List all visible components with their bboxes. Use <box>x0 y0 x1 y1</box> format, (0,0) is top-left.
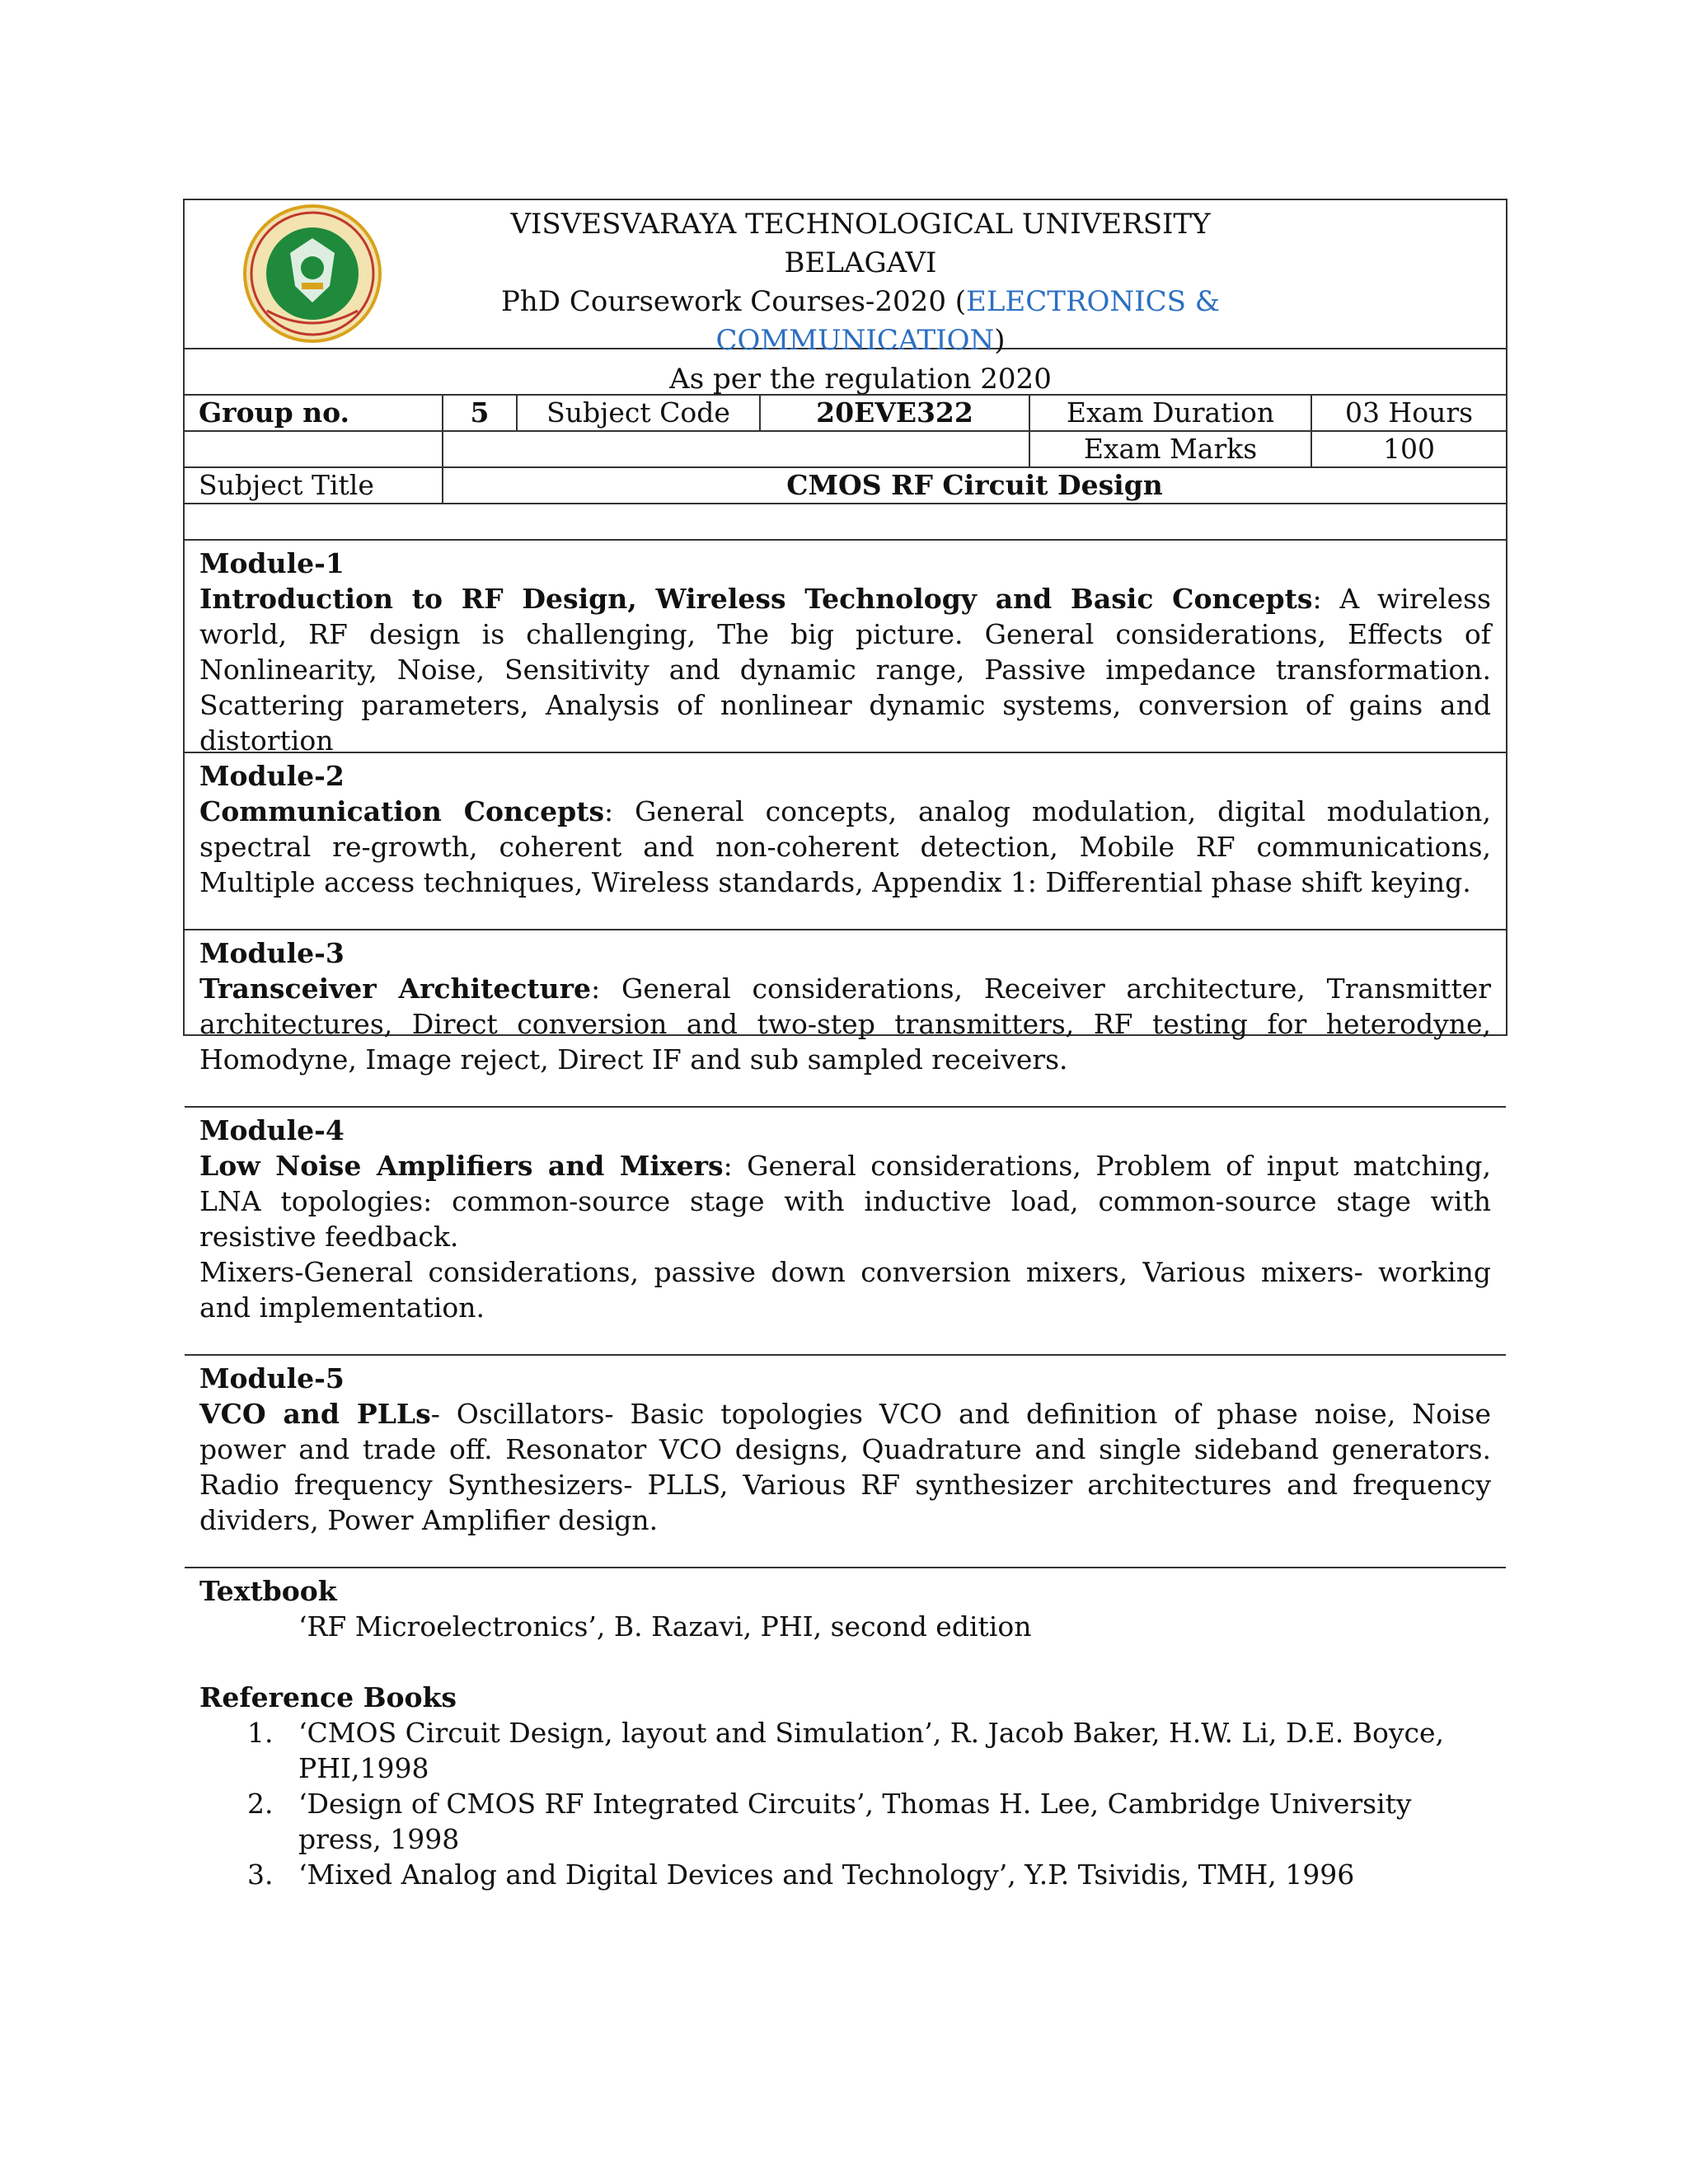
module-body: VCO and PLLs- Oscillators- Basic topologies VCO and definition of phase noise, Noise power and trade off. Resonator VCO designs, Quadrature and single sideband generators. Radio frequency Synthesizers- PLLS, Various RF synthesizer architectures and frequency dividers, Power Amplifier design. <box>199 1398 1492 1536</box>
empty-cell <box>185 432 442 466</box>
reference-item: 3. ‘Mixed Analog and Digital Devices and Technology’, Y.P. Tsividis, TMH, 1996 <box>247 1858 1355 1891</box>
module-heading: Module-1 <box>199 547 345 579</box>
reference-books-heading: Reference Books <box>199 1681 457 1713</box>
empty-cell <box>442 432 1029 466</box>
textbook-heading: Textbook <box>199 1575 337 1607</box>
info-row-2 <box>185 432 1506 468</box>
info-row-1 <box>185 396 1506 432</box>
reference-item: 2. ‘Design of CMOS RF Integrated Circuits’, Thomas H. Lee, Cambridge University press, 1998 <box>247 1788 1412 1855</box>
books-section <box>185 1568 1506 1891</box>
group-label: Group no. <box>199 396 350 429</box>
subject-title-value: CMOS RF Circuit Design <box>442 468 1506 503</box>
module-5 <box>185 1356 1506 1568</box>
syllabus-table <box>183 199 1507 1891</box>
university-name: VISVESVARAYA TECHNOLOGICAL UNIVERSITY BELAGAVI <box>510 208 1211 279</box>
module-2 <box>185 753 1506 930</box>
exam-duration-label: Exam Duration <box>1029 396 1311 430</box>
exam-duration-value: 03 Hours <box>1311 396 1506 430</box>
regulation-text: As per the regulation 2020 <box>669 363 1052 396</box>
module-body-continued: Mixers-General considerations, passive down conversion mixers, Various mixers- working and implementation. <box>199 1256 1491 1324</box>
module-topic: Transceiver Architecture <box>199 972 592 1005</box>
module-body: Low Noise Amplifiers and Mixers: General considerations, Problem of input matching, LNA topologies: common-source stage with inductive load, common-source stage with resistive feedback. <box>199 1150 1491 1253</box>
header-section <box>185 200 1506 396</box>
group-value: 5 <box>442 396 516 430</box>
module-heading: Module-2 <box>199 760 345 792</box>
module-body: Introduction to RF Design, Wireless Technology and Basic Concepts: A wireless world, RF design is challenging, The big picture. General considerations, Effects of Nonlinearity, Noise, Sensitivity and dynamic range, Passive impedance transformation. Scattering parameters, Analysis of nonlinear dynamic systems, conversion of gains and distortion <box>199 583 1491 757</box>
reference-list <box>199 1715 1491 1892</box>
department-name: ELECTRONICS & COMMUNICATION <box>715 285 1220 357</box>
module-heading: Module-5 <box>199 1362 345 1394</box>
empty-row <box>185 349 1506 396</box>
module-1 <box>185 541 1506 757</box>
module-4 <box>185 1108 1506 1356</box>
exam-marks-value: 100 <box>1311 432 1506 466</box>
subject-code-label: Subject Code <box>516 396 759 430</box>
module-heading: Module-4 <box>199 1114 345 1146</box>
module-heading: Module-3 <box>199 937 345 969</box>
module-body: Communication Concepts: General concepts, analog modulation, digital modulation, spectral re-growth, coherent and non-coherent detection, Mobile RF communications, Multiple access techniques, Wireless standards, Appendix 1: Differential phase shift keying. <box>199 795 1492 898</box>
subject-title-label: Subject Title <box>199 469 374 501</box>
spacer <box>199 1644 1491 1680</box>
empty-row <box>185 504 1506 541</box>
module-topic: VCO and PLLs <box>199 1398 431 1430</box>
course-title: PhD Coursework Courses-2020 (ELECTRONICS & COMMUNICATION) <box>501 285 1220 357</box>
module-body: Transceiver Architecture: General considerations, Receiver architecture, Transmitter architectures, Direct conversion and two-step transmitters, RF testing for heterodyne, Homodyne, Image reject, Direct IF and sub sampled receivers. <box>199 972 1492 1076</box>
module-topic: Low Noise Amplifiers and Mixers <box>199 1150 724 1182</box>
textbook-entry: ‘RF Microelectronics’, B. Razavi, PHI, second edition <box>298 1610 1032 1643</box>
reference-item: 1. ‘CMOS Circuit Design, layout and Simulation’, R. Jacob Baker, H.W. Li, D.E. Boyce, PHI,1998 <box>247 1717 1444 1784</box>
module-topic: Introduction to RF Design, Wireless Technology and Basic Concepts <box>199 583 1313 615</box>
subject-code-value: 20EVE322 <box>759 396 1029 430</box>
info-row-3 <box>185 468 1506 504</box>
module-topic: Communication Concepts <box>199 795 605 827</box>
university-logo <box>242 204 382 344</box>
exam-marks-label: Exam Marks <box>1029 432 1311 466</box>
module-3 <box>185 930 1506 1108</box>
